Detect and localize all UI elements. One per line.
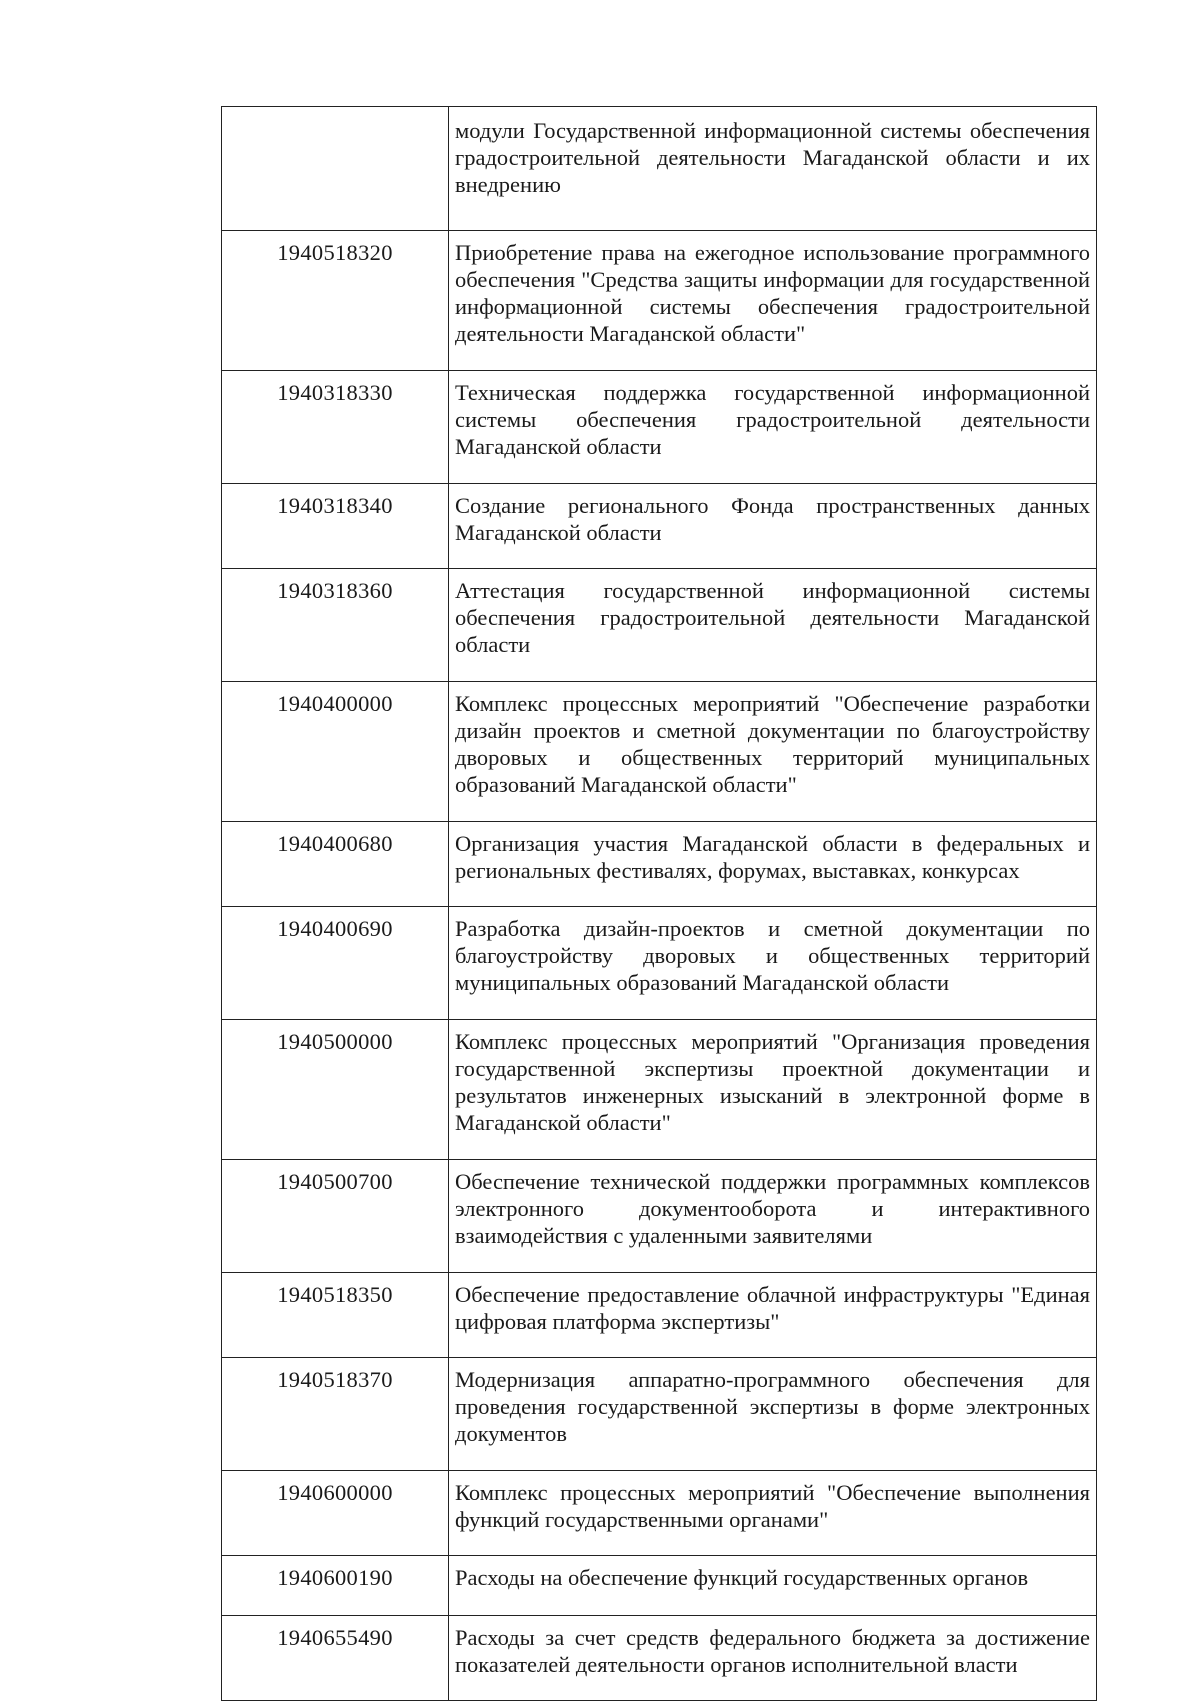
table-row	[222, 1358, 1097, 1471]
description-cell: Комплекс процессных мероприятий "Обеспечение выполнения функций государственными органами"	[449, 1471, 1097, 1556]
budget-classification-table	[221, 106, 1097, 1701]
table-row	[222, 1616, 1097, 1701]
description-cell: Расходы за счет средств федерального бюджета за достижение показателей деятельности органов исполнительной власти	[449, 1616, 1097, 1701]
description-cell: Комплекс процессных мероприятий "Обеспечение разработки дизайн проектов и сметной документации по благоустройству дворовых и общественных территорий муниципальных образований Магаданской области"	[449, 682, 1097, 822]
code-cell: 1940318340	[222, 484, 449, 569]
description-cell: модули Государственной информационной системы обеспечения градостроительной деятельности Магаданской области и их внедрению	[449, 107, 1097, 231]
code-cell: 1940400680	[222, 822, 449, 907]
table-row	[222, 682, 1097, 822]
code-cell: 1940400000	[222, 682, 449, 822]
description-cell: Приобретение права на ежегодное использование программного обеспечения "Средства защиты информации для государственной информационной системы обеспечения градостроительной деятельности Магаданской области"	[449, 231, 1097, 371]
description-cell: Обеспечение технической поддержки программных комплексов электронного документооборота и интерактивного взаимодействия с удаленными заявителями	[449, 1160, 1097, 1273]
table-row	[222, 231, 1097, 371]
description-cell: Разработка дизайн-проектов и сметной документации по благоустройству дворовых и общественных территорий муниципальных образований Магаданской области	[449, 907, 1097, 1020]
code-cell: 1940500700	[222, 1160, 449, 1273]
table-row	[222, 1556, 1097, 1616]
code-cell: 1940518350	[222, 1273, 449, 1358]
table-row	[222, 371, 1097, 484]
description-cell: Аттестация государственной информационной системы обеспечения градостроительной деятельности Магаданской области	[449, 569, 1097, 682]
table-row	[222, 1471, 1097, 1556]
table-row	[222, 1020, 1097, 1160]
code-cell	[222, 107, 449, 231]
code-cell: 1940500000	[222, 1020, 449, 1160]
description-cell: Обеспечение предоставление облачной инфраструктуры "Единая цифровая платформа экспертизы"	[449, 1273, 1097, 1358]
code-cell: 1940518370	[222, 1358, 449, 1471]
description-cell: Организация участия Магаданской области в федеральных и региональных фестивалях, форумах, выставках, конкурсах	[449, 822, 1097, 907]
table-row	[222, 107, 1097, 231]
description-cell: Модернизация аппаратно-программного обеспечения для проведения государственной экспертизы в форме электронных документов	[449, 1358, 1097, 1471]
description-cell: Техническая поддержка государственной информационной системы обеспечения градостроительной деятельности Магаданской области	[449, 371, 1097, 484]
code-cell: 1940318330	[222, 371, 449, 484]
code-cell: 1940655490	[222, 1616, 449, 1701]
table-row	[222, 1160, 1097, 1273]
code-cell: 1940600190	[222, 1556, 449, 1616]
code-cell: 1940400690	[222, 907, 449, 1020]
description-cell: Создание регионального Фонда пространственных данных Магаданской области	[449, 484, 1097, 569]
description-cell: Расходы на обеспечение функций государственных органов	[449, 1556, 1097, 1616]
table-row	[222, 822, 1097, 907]
code-cell: 1940600000	[222, 1471, 449, 1556]
table-row	[222, 907, 1097, 1020]
code-cell: 1940518320	[222, 231, 449, 371]
code-cell: 1940318360	[222, 569, 449, 682]
table-row	[222, 484, 1097, 569]
table-row	[222, 1273, 1097, 1358]
table-row	[222, 569, 1097, 682]
description-cell: Комплекс процессных мероприятий "Организация проведения государственной экспертизы проектной документации и результатов инженерных изысканий в электронной форме в Магаданской области"	[449, 1020, 1097, 1160]
